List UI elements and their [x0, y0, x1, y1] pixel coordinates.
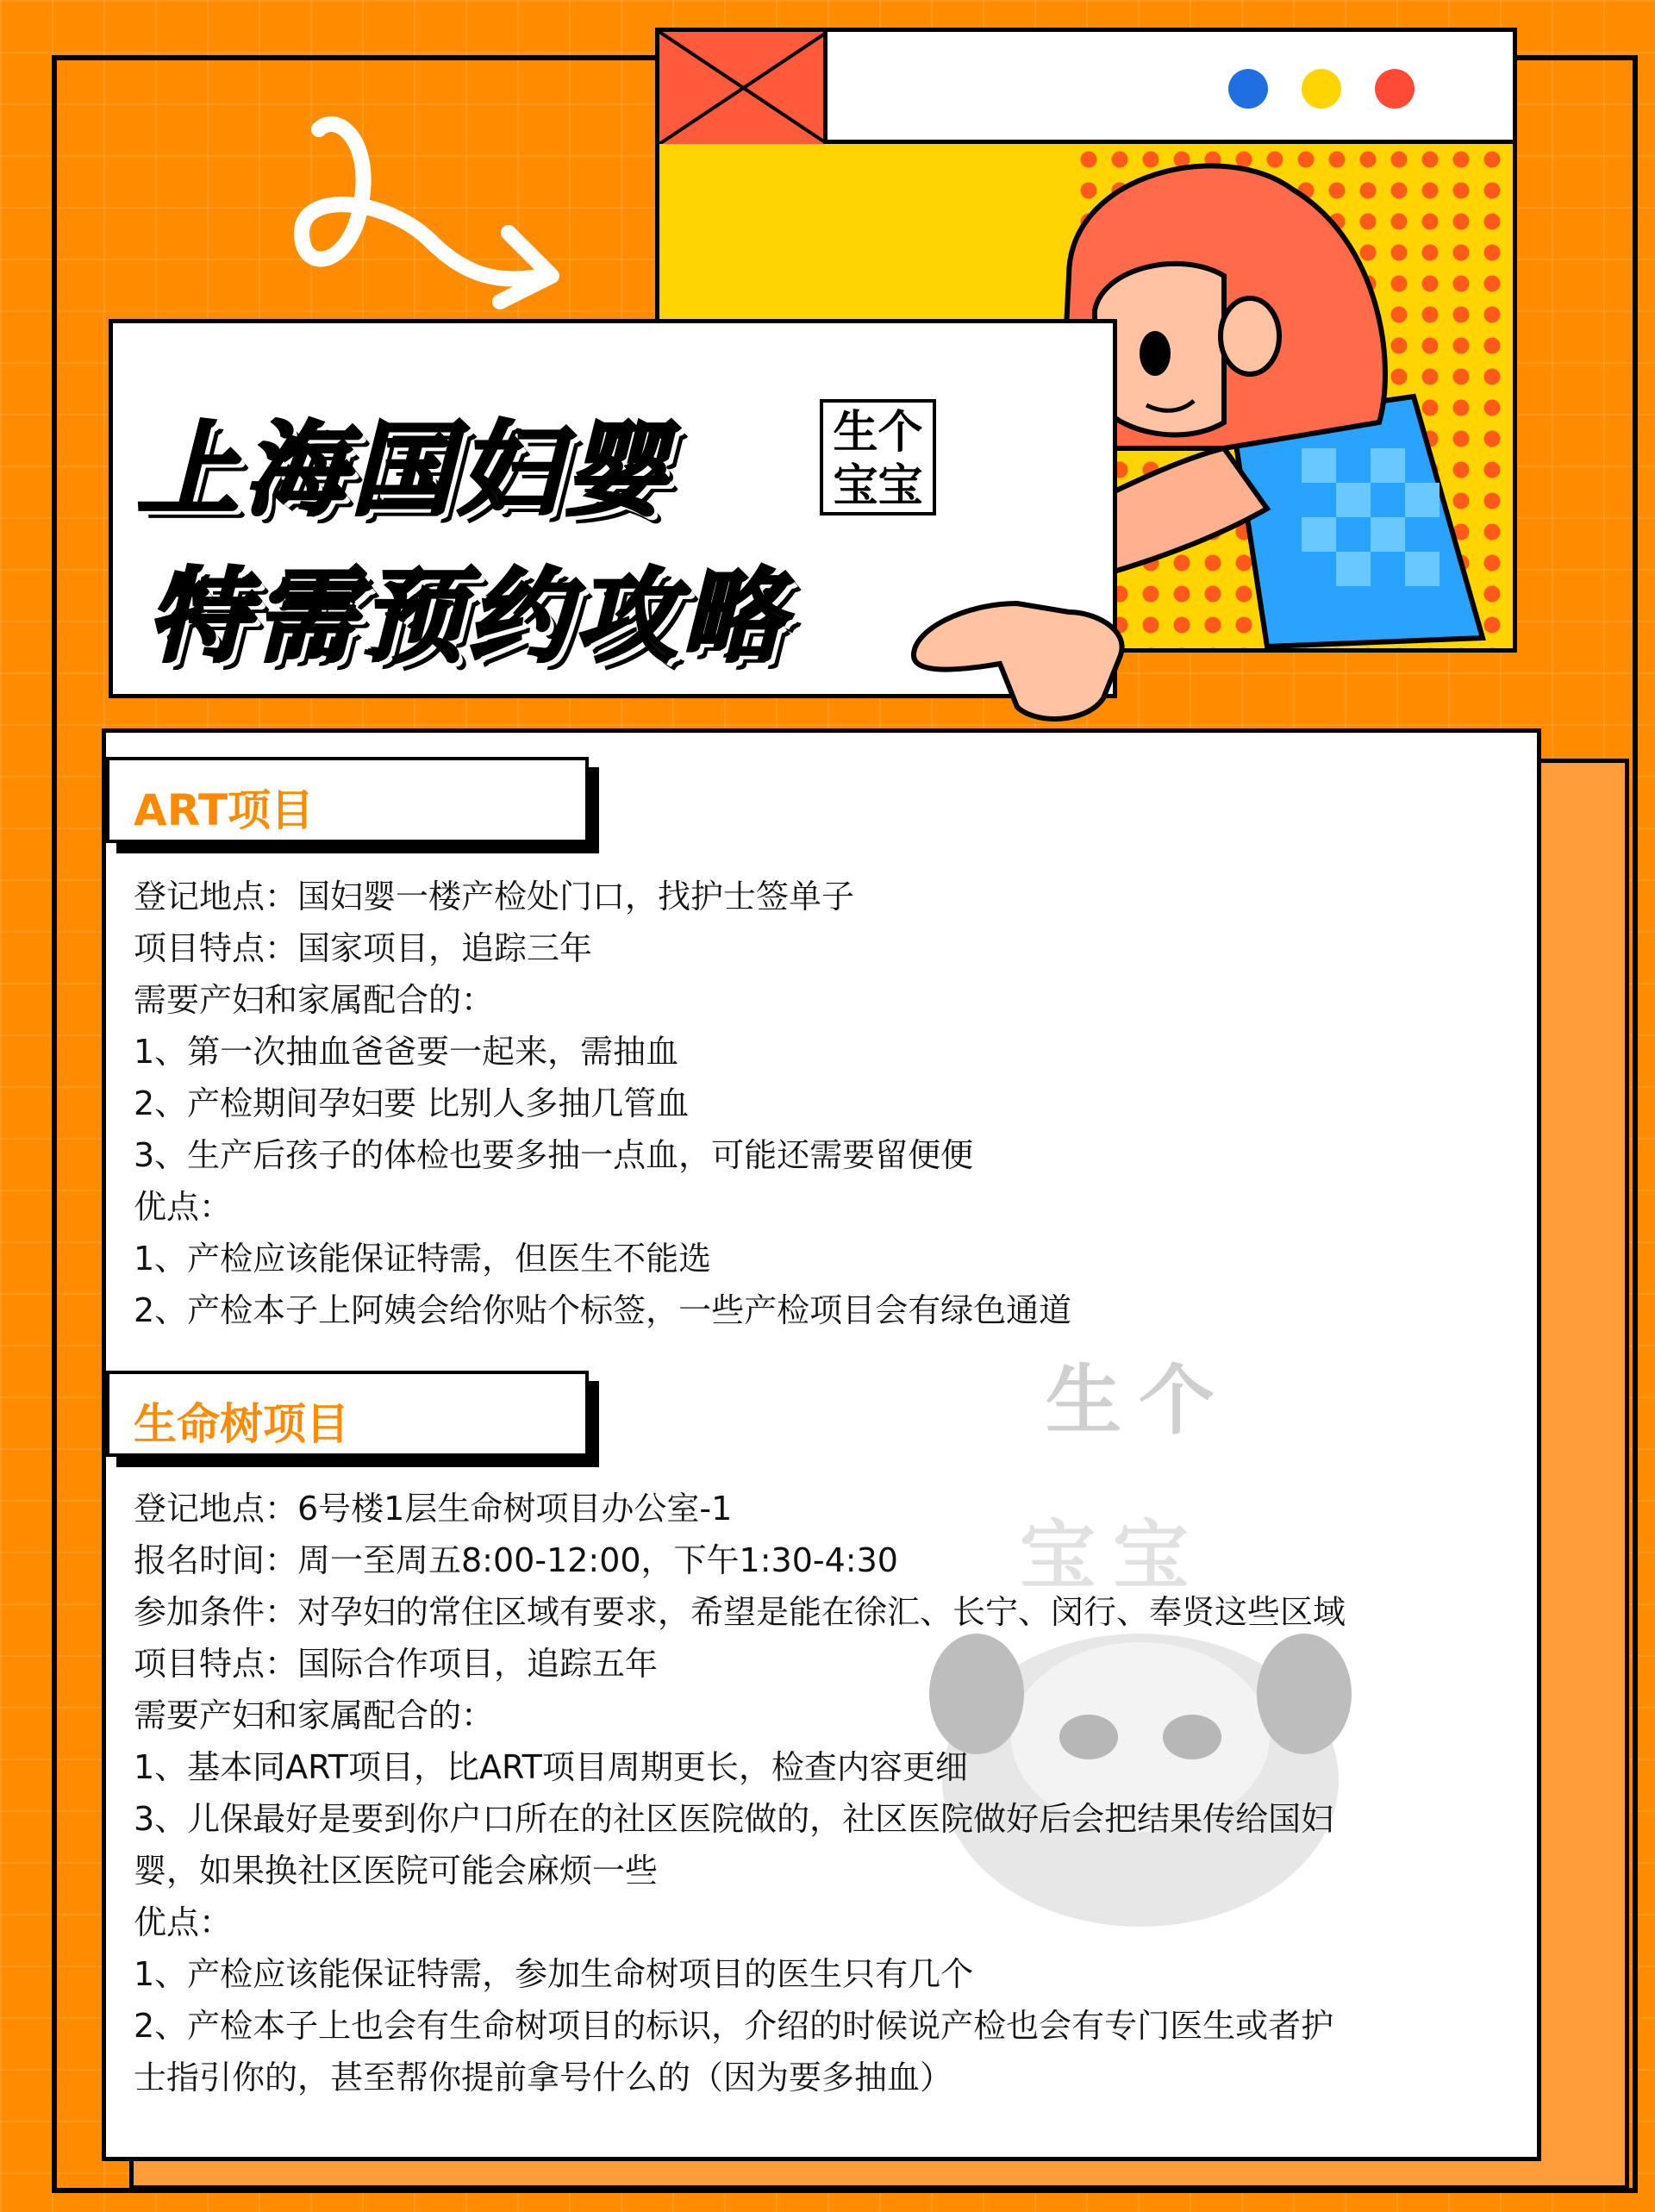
tree-line: 需要产妇和家属配合的： — [134, 1696, 495, 1734]
art-line: 2、产检期间孕妇要 比别人多抽几管血 — [134, 1084, 690, 1122]
red-dot-icon — [1375, 69, 1415, 109]
curly-arrow-icon — [284, 103, 578, 319]
art-line: 优点： — [134, 1188, 233, 1226]
section-tab-art — [106, 757, 589, 843]
tree-line: 项目特点：国际合作项目，追踪五年 — [134, 1645, 659, 1683]
brand-stamp-bottom: 宝宝 — [833, 460, 923, 512]
section-heading-art: ART项目 — [134, 785, 315, 835]
tree-line: 3、儿保最好是要到你户口所在的社区医院做的，社区医院做好后会把结果传给国妇 婴，如果换社区医院可能会麻烦一些 — [134, 1800, 1334, 1890]
tree-line: 登记地点：6号楼1层生命树项目办公室-1 — [134, 1490, 733, 1528]
tree-line: 参加条件：对孕妇的常住区域有要求，希望是能在徐汇、长宁、闵行、奉贤这些区域 — [134, 1593, 1346, 1631]
tree-line: 报名时间：周一至周五8:00-12:00，下午1:30-4:30 — [134, 1541, 898, 1579]
art-line: 1、产检应该能保证特需，但医生不能选 — [134, 1240, 712, 1278]
art-line: 2、产检本子上阿姨会给你贴个标签，一些产检项目会有绿色通道 — [134, 1291, 1072, 1329]
brand-stamp-top: 生个 — [833, 407, 923, 459]
art-line: 需要产妇和家属配合的： — [134, 981, 495, 1019]
watermark-top: 生个 — [1046, 1356, 1233, 1445]
close-box-icon — [659, 32, 828, 144]
tree-line: 1、产检应该能保证特需，参加生命树项目的医生只有几个 — [134, 1955, 974, 1993]
tree-line: 2、产检本子上也会有生命树项目的标识，介绍的时候说产检也会有专门医生或者护 士指引你的，甚至帮你提前拿号什么的（因为要多抽血） — [134, 2007, 1334, 2096]
blue-dot-icon — [1228, 69, 1268, 109]
title-line-2: 特需预约攻略 — [147, 557, 790, 676]
section-tab-tree-of-life — [106, 1371, 589, 1457]
content-card — [102, 728, 1541, 2161]
watermark-bottom: 宝宝 — [1020, 1511, 1207, 1600]
section-heading-tree-of-life: 生命树项目 — [134, 1399, 349, 1449]
tree-line: 优点： — [134, 1903, 233, 1941]
window-titlebar — [659, 32, 1513, 144]
tree-line: 1、基本同ART项目，比ART项目周期更长，检查内容更细 — [134, 1748, 968, 1786]
title-line-1: 上海国妇婴 — [137, 410, 672, 529]
brand-stamp — [820, 399, 936, 516]
art-line: 1、第一次抽血爸爸要一起来，需抽血 — [134, 1033, 679, 1071]
yellow-dot-icon — [1302, 69, 1341, 109]
section-body-tree-of-life — [134, 1483, 1511, 2103]
section-body-art — [134, 871, 1511, 1336]
art-line: 登记地点：国妇婴一楼产检处门口，找护士签单子 — [134, 878, 855, 915]
art-line: 项目特点：国家项目，追踪三年 — [134, 929, 593, 967]
hand-pointer-icon — [896, 552, 1241, 733]
art-line: 3、生产后孩子的体检也要多抽一点血，可能还需要留便便 — [134, 1136, 974, 1174]
